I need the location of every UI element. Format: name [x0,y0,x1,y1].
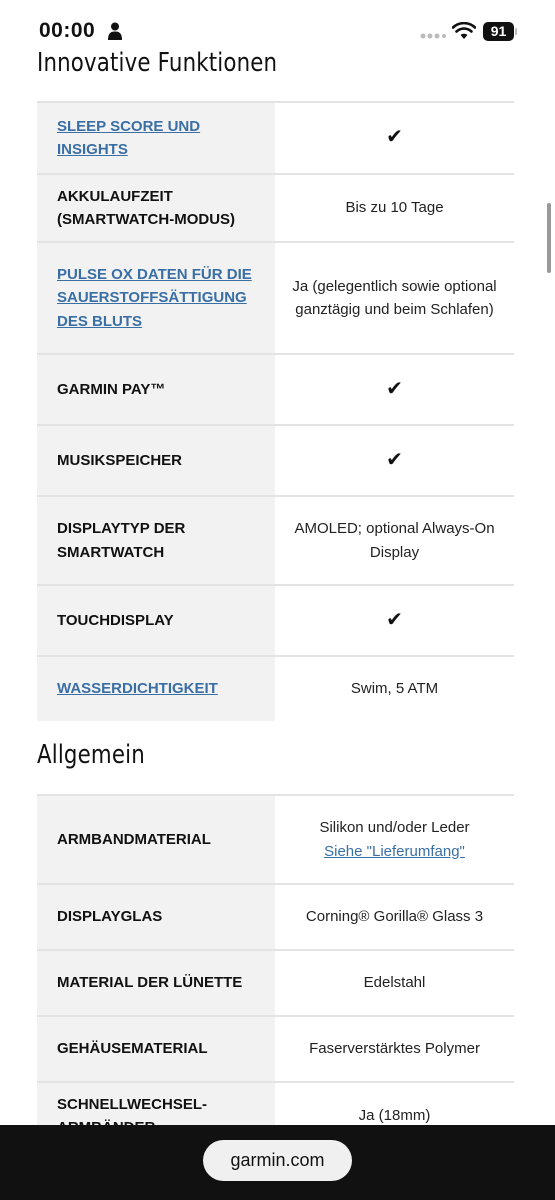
spec-value: Faserverstärktes Polymer [309,1040,480,1058]
browser-bottom-bar [0,1125,555,1200]
spec-label: MATERIAL DER LÜNETTE [37,951,275,1015]
spec-value [275,586,514,655]
spec-value: Ja (18mm) [358,1107,431,1125]
spec-label: GEHÄUSEMATERIAL [37,1017,275,1081]
spec-value [275,103,514,173]
spec-label: MUSIKSPEICHER [37,426,275,495]
checkmark-icon: ✔ [386,608,403,631]
url-bar[interactable]: garmin.com [203,1140,352,1181]
signal-dots-icon [420,33,446,39]
wifi-icon [452,22,476,40]
table-row [37,951,514,1017]
spec-value [275,426,514,495]
table-row [37,657,514,721]
table-row [37,243,514,355]
section-title-innovative: Innovative Funktionen [37,48,278,78]
spec-label-link[interactable]: WASSERDICHTIGKEIT [37,657,275,721]
lieferumfang-link[interactable]: Siehe "Lieferumfang" [324,842,465,860]
person-icon [108,22,122,40]
spec-value: AMOLED; optional Always-On Display [294,520,495,561]
spec-value: Bis zu 10 Tage [345,199,444,217]
spec-label: AKKULAUFZEIT (SMARTWATCH-MODUS) [37,175,275,241]
spec-value: Corning® Gorilla® Glass 3 [305,908,484,926]
spec-label: TOUCHDISPLAY [37,586,275,655]
spec-label: SCHNELLWECHSEL- [37,1083,275,1149]
spec-table-innovative [37,101,514,721]
spec-label-link[interactable]: SLEEP SCORE UND INSIGHTS [37,103,275,173]
table-row [37,796,514,885]
checkmark-icon: ✔ [386,448,403,471]
spec-label: GARMIN PAY™ [37,355,275,424]
spec-label: DISPLAYTYP DER SMARTWATCH [37,497,275,584]
table-row [37,355,514,426]
scroll-indicator[interactable] [547,203,551,273]
checkmark-icon: ✔ [386,126,403,149]
table-row [37,885,514,951]
spec-value [275,355,514,424]
section-title-allgemein: Allgemein [37,740,145,770]
table-row [37,586,514,657]
spec-label: DISPLAYGLAS [37,885,275,949]
table-row [37,1017,514,1083]
spec-value: Ja (gelegentlich sowie optional ganztägig und beim Schlafen) [292,277,497,318]
spec-value [275,796,514,883]
spec-label-link[interactable]: PULSE OX DATEN FÜR DIE SAUERSTOFFSÄTTIGUNG DES BLUTS [37,243,275,353]
battery-level: 91 [483,22,514,41]
table-row [37,497,514,586]
spec-label: ARMBANDMATERIAL [37,796,275,883]
battery-icon [483,22,517,41]
table-row [37,175,514,243]
status-time: 00:00 [39,19,96,42]
table-row [37,426,514,497]
table-row [37,103,514,175]
spec-table-allgemein [37,794,514,1149]
spec-value: Edelstahl [363,974,426,992]
spec-value: Swim, 5 ATM [350,680,439,698]
checkmark-icon: ✔ [386,377,403,400]
spec-value-text: Silikon und/oder Leder [319,819,470,836]
